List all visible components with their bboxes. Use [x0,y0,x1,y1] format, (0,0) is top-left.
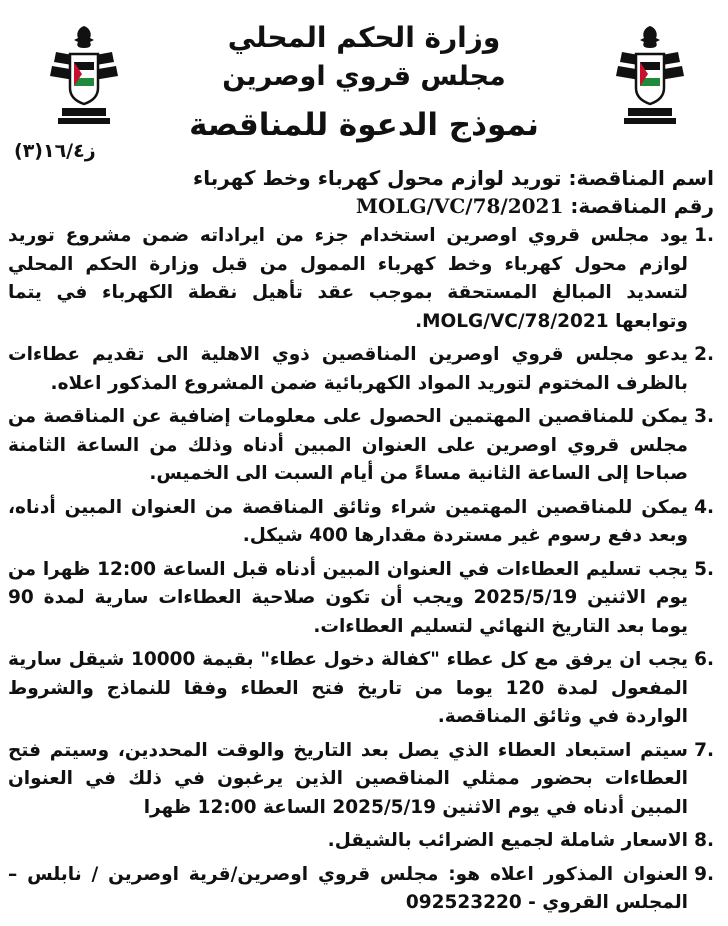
clause-text: يود مجلس قروي اوصرين استخدام جزء من ايراداته ضمن مشروع توريد لوازم محول كهرباء وخط كهرباء الممول من قبل وزارة الحكم المحلي لتسديد المبالغ المستحقة بموجب عقد تأهيل نقطة الكهرباء في يتما وتوابعها MOLG/VC/78/2021. [8,225,688,332]
clause-3 [8,403,714,489]
tender-number-label: رقم المناقصة: [570,194,714,218]
ministry-title: وزارة الحكم المحلي [227,21,501,54]
clause-2 [8,341,714,398]
clause-text: الاسعار شاملة لجميع الضرائب بالشيقل. [327,830,688,851]
clause-number: .1 [694,225,714,246]
clause-text: يمكن للمناقصين المهتمين الحصول على معلومات إضافية عن المناقصة من مجلس قروي اوصرين على العنوان المبين أدناه وذلك من الساعة الثامنة صباحا إلى الساعة الثانية مساءً من أيام السبت الى الخميس. [8,406,688,484]
clause-text: العنوان المذكور اعلاه هو: مجلس قروي اوصرين/قرية اوصرين / نابلس – المجلس القروي - 092523220 [8,863,688,913]
page-header [0,10,728,150]
clause-number: .7 [694,739,714,761]
reference-code: ز١٦/٤(٣) [14,140,96,162]
clause-number: .8 [694,830,714,851]
clause-8 [8,827,714,856]
clause-5 [8,556,714,642]
clause-7 [8,737,714,823]
form-title: نموذج الدعوة للمناقصة [189,107,539,143]
tender-number-value: MOLG/VC/78/2021 [355,194,564,218]
clause-number: .4 [694,496,714,518]
clause-1 [8,222,714,336]
clause-number: .2 [694,344,714,365]
clause-number: .3 [694,406,714,427]
clause-4 [8,494,714,551]
emblem-right-icon [614,22,686,126]
clause-text: يمكن للمناقصين المهتمين شراء وثائق المناقصة من العنوان المبين أدناه، وبعد دفع رسوم غير مستردة مقدارها 400 شيكل. [8,496,688,546]
clause-6 [8,646,714,732]
clause-number: .6 [694,649,714,670]
header-titles [140,10,588,148]
clause-text: يدعو مجلس قروي اوصرين المناقصين ذوي الاهلية الى تقديم عطاءات بالظرف المختوم لتوريد المواد الكهربائية ضمن المشروع المذكور اعلاه. [8,344,688,394]
clause-text: يجب ان يرفق مع كل عطاء "كفالة دخول عطاء" بقيمة 10000 شيقل سارية المفعول لمدة 120 يوما من تاريخ فتح العطاء وفقا للنماذج والشروط الواردة في وثائق المناقصة. [8,649,689,727]
clause-number: .5 [694,558,714,580]
clause-number: .9 [694,863,714,885]
clause-text: سيتم استبعاد العطاء الذي يصل بعد التاريخ والوقت المحددين، وسيتم فتح العطاءات بحضور ممثلي المناقصين الذين يرغبون في ذلك في العنوان المبين أدناه في يوم الاثنين 2025/5/19 الساعة 12:00 ظهرا [8,739,688,818]
tender-clauses [8,222,714,923]
tender-meta [14,164,714,220]
clause-text: يجب تسليم العطاءات في العنوان المبين أدناه قبل الساعة 12:00 ظهرا من يوم الاثنين 2025/5/19 ويجب أن تكون صلاحية العطاءات سارية لمدة 90 يوما بعد التاريخ النهائي لتسليم العطاءات. [8,558,689,637]
council-title: مجلس قروي اوصرين [222,61,506,92]
emblem-left-icon [48,22,120,126]
tender-name: اسم المناقصة: توريد لوازم محول كهرباء وخط كهرباء [192,166,714,190]
clause-9 [8,861,714,918]
tender-number-line [14,192,714,220]
